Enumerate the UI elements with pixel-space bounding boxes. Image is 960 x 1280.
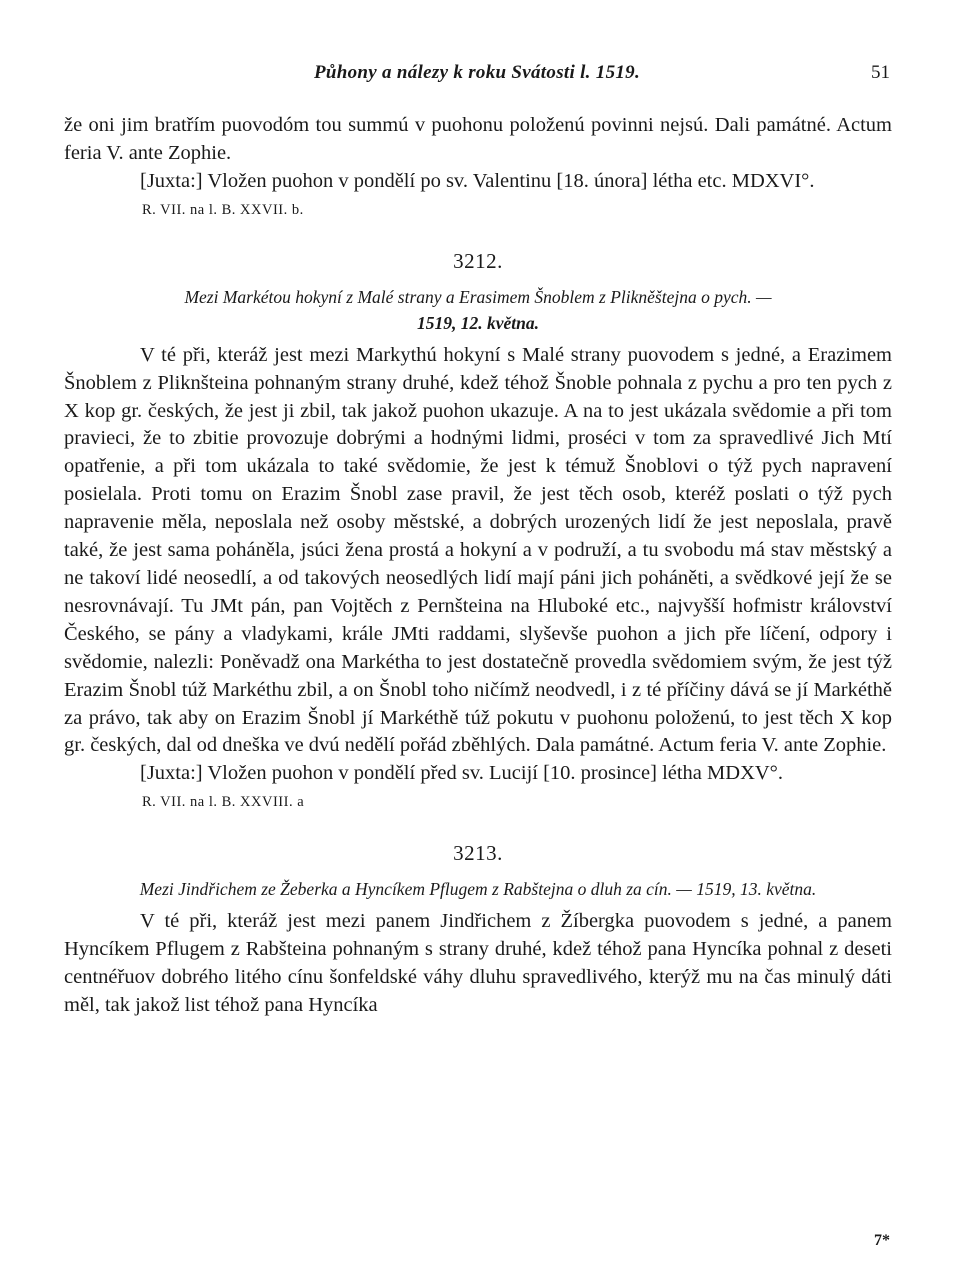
entry-paragraph: V té při, kteráž jest mezi Markythú hokyní s Malé strany puovodem s jedné, a Erazimem Šnoblem z Pliknšteina pohnaným strany druhé, kdež téhož Šnoble pohnala z pychu a pro ten pych z X kop gr. českých, že jest ji zbil, tak jakož puohon ukazuje. A na to jest ukázala svědomie a při tom pravieci, že to zbitie provozuje dobrými a hodnými lidmi, proséci v tom za spravedlivé Jich Mtí opatřenie, a při tom ukázala to také svědomie, že jest k témuž Šnoblovi o týž pych napravení posielala. Proti tomu on Erazim Šnobl zase pravil, že jest těch osob, kteréž poslati o týž pych napravenie měla, neposlala než osoby městské, a dobrých urozených lidí že jest neposlala, pravě také, že jest sama poháněla, jsúci žena prostá a hokyní a v podruží, a tu svobodu má stav městský a ne takoví lidé neosedlí, a od takových neosedlých lidí mají páni jich poháněti, a svědkové její že se nesrovnávají. Tu JMt pán, pan Vojtěch z Pernšteina na Hluboké etc., najvyšší hofmistr království Českého, se pány a vladykami, krále JMti raddami, slyševše puohon a jich pře líčení, odpory i svědomie, nalezli: Poněvadž ona Markétha to jest dostatečně provedla svědomiem svým, že jest týž Erazim Šnobl túž Markéthu zbil, a on Šnobl toho ničímž neodvedl, i z té příčiny dává se jí Markéthě za právo, tak aby on Erazim Šnobl jí Markéthě túž pokutu v puohonu položenú, to jest těch X kop gr. českých, dal od dneška ve dvú nedělí pořád zběhlých. Dala památné. Actum feria V. ante Zophie. bbox=[64, 343, 892, 757]
entry-juxta-note: [Juxta:] Vložen puohon v pondělí před sv. Lucijí [10. prosince] létha MDXV°. bbox=[140, 762, 783, 785]
entry-summary bbox=[64, 284, 892, 336]
entry-summary-text: Mezi Markétou hokyní z Malé strany a Erasimem Šnoblem z Plikněštejna o pych. — bbox=[184, 286, 772, 307]
page-header bbox=[64, 62, 890, 88]
entry-summary-text: Mezi Jindřichem ze Žeberka a Hyncíkem Pflugem z Rabštejna o dluh za cín. — bbox=[139, 879, 692, 900]
continuation-paragraph: že oni jim bratřím puovodóm tou summú v puohonu položenú povinni nejsú. Dali památné. Actum feria V. ante Zophie. bbox=[64, 114, 892, 164]
entry-paragraph: V té při, kteráž jest mezi panem Jindřichem z Žíbergka puovodem s jedné, a panem Hyncíkem Pflugem z Rabšteina pohnaným s strany druhé, kdež téhož pana Hyncíka pohnal z deseti centnéřuov dobrého litého cínu šonfeldské váhy dluhu spravedlivého, kterýž mu na čas minulý dáti měl, tak jakož list téhož pana Hyncíka bbox=[64, 910, 892, 1016]
signature-mark: 7* bbox=[874, 1232, 890, 1249]
entry-date: 1519, 13. května. bbox=[696, 879, 817, 900]
entry-date: 1519, 12. května. bbox=[416, 312, 539, 333]
running-title: Půhony a nálezy k roku Svátosti l. 1519. bbox=[313, 62, 641, 83]
page-body bbox=[64, 112, 892, 1020]
entry-summary bbox=[64, 876, 892, 902]
continuation-source-reference: R. VII. na l. B. XXVII. b. bbox=[142, 201, 304, 218]
entry-number: 3213. bbox=[453, 841, 503, 866]
entry-number: 3212. bbox=[453, 248, 503, 273]
page-number: 51 bbox=[871, 62, 890, 83]
entry-source-reference: R. VII. na l. B. XXVIII. a bbox=[142, 794, 305, 811]
continuation-juxta-note: [Juxta:] Vložen puohon v pondělí po sv. Valentinu [18. února] létha etc. MDXVI°. bbox=[140, 169, 815, 192]
